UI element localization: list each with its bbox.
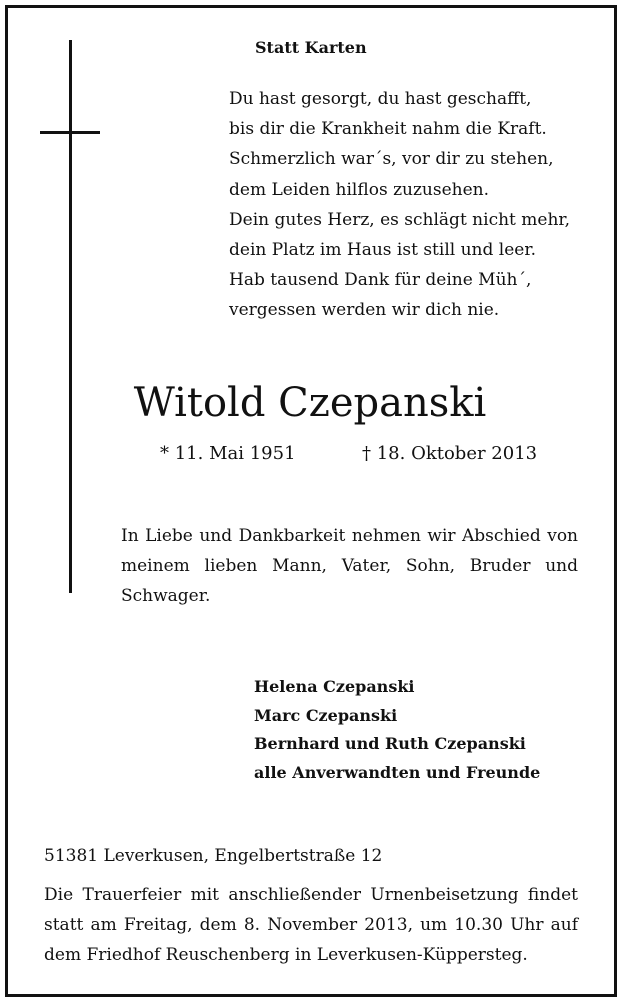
cross-icon-bar — [40, 131, 100, 134]
notice-heading: Statt Karten — [255, 38, 367, 57]
poem-line: Du hast gesorgt, du hast geschafft, — [229, 89, 532, 109]
funeral-details: Die Trauerfeier mit anschließender Urnenbeisetzung findet statt am Freitag, dem 8. November 2013, um 10.30 Uhr auf dem Friedhof Reuschenberg in Leverkusen-Küppersteg. — [44, 885, 578, 965]
poem-line: dem Leiden hilflos zuzusehen. — [229, 179, 490, 200]
birth-date: * 11. Mai 1951 — [160, 443, 296, 464]
mourner: Marc Czepanski — [254, 705, 398, 725]
poem-line: Dein gutes Herz, es schlägt nicht mehr, — [229, 209, 571, 230]
cross-icon — [69, 40, 72, 593]
poem-line: bis dir die Krankheit nahm die Kraft. — [229, 119, 547, 140]
poem-line: vergessen werden wir dich nie. — [229, 300, 500, 321]
poem-line: Schmerzlich war´s, vor dir zu stehen, — [229, 149, 554, 170]
mourner: Bernhard und Ruth Czepanski — [254, 734, 526, 753]
address: 51381 Leverkusen, Engelbertstraße 12 — [44, 846, 383, 866]
farewell-text: In Liebe und Dankbarkeit nehmen wir Abschied von meinem lieben Mann, Vater, Sohn, Bruder und Schwager. — [121, 526, 578, 606]
death-date: † 18. Oktober 2013 — [362, 443, 538, 464]
poem — [229, 84, 589, 326]
poem-line: Hab tausend Dank für deine Müh´, — [229, 270, 532, 291]
deceased-name: Witold Czepanski — [133, 380, 487, 426]
mourner: alle Anverwandten und Freunde — [254, 762, 541, 782]
mourners-list — [254, 673, 540, 787]
poem-line: dein Platz im Haus ist still und leer. — [229, 240, 537, 261]
mourner: Helena Czepanski — [254, 677, 415, 696]
